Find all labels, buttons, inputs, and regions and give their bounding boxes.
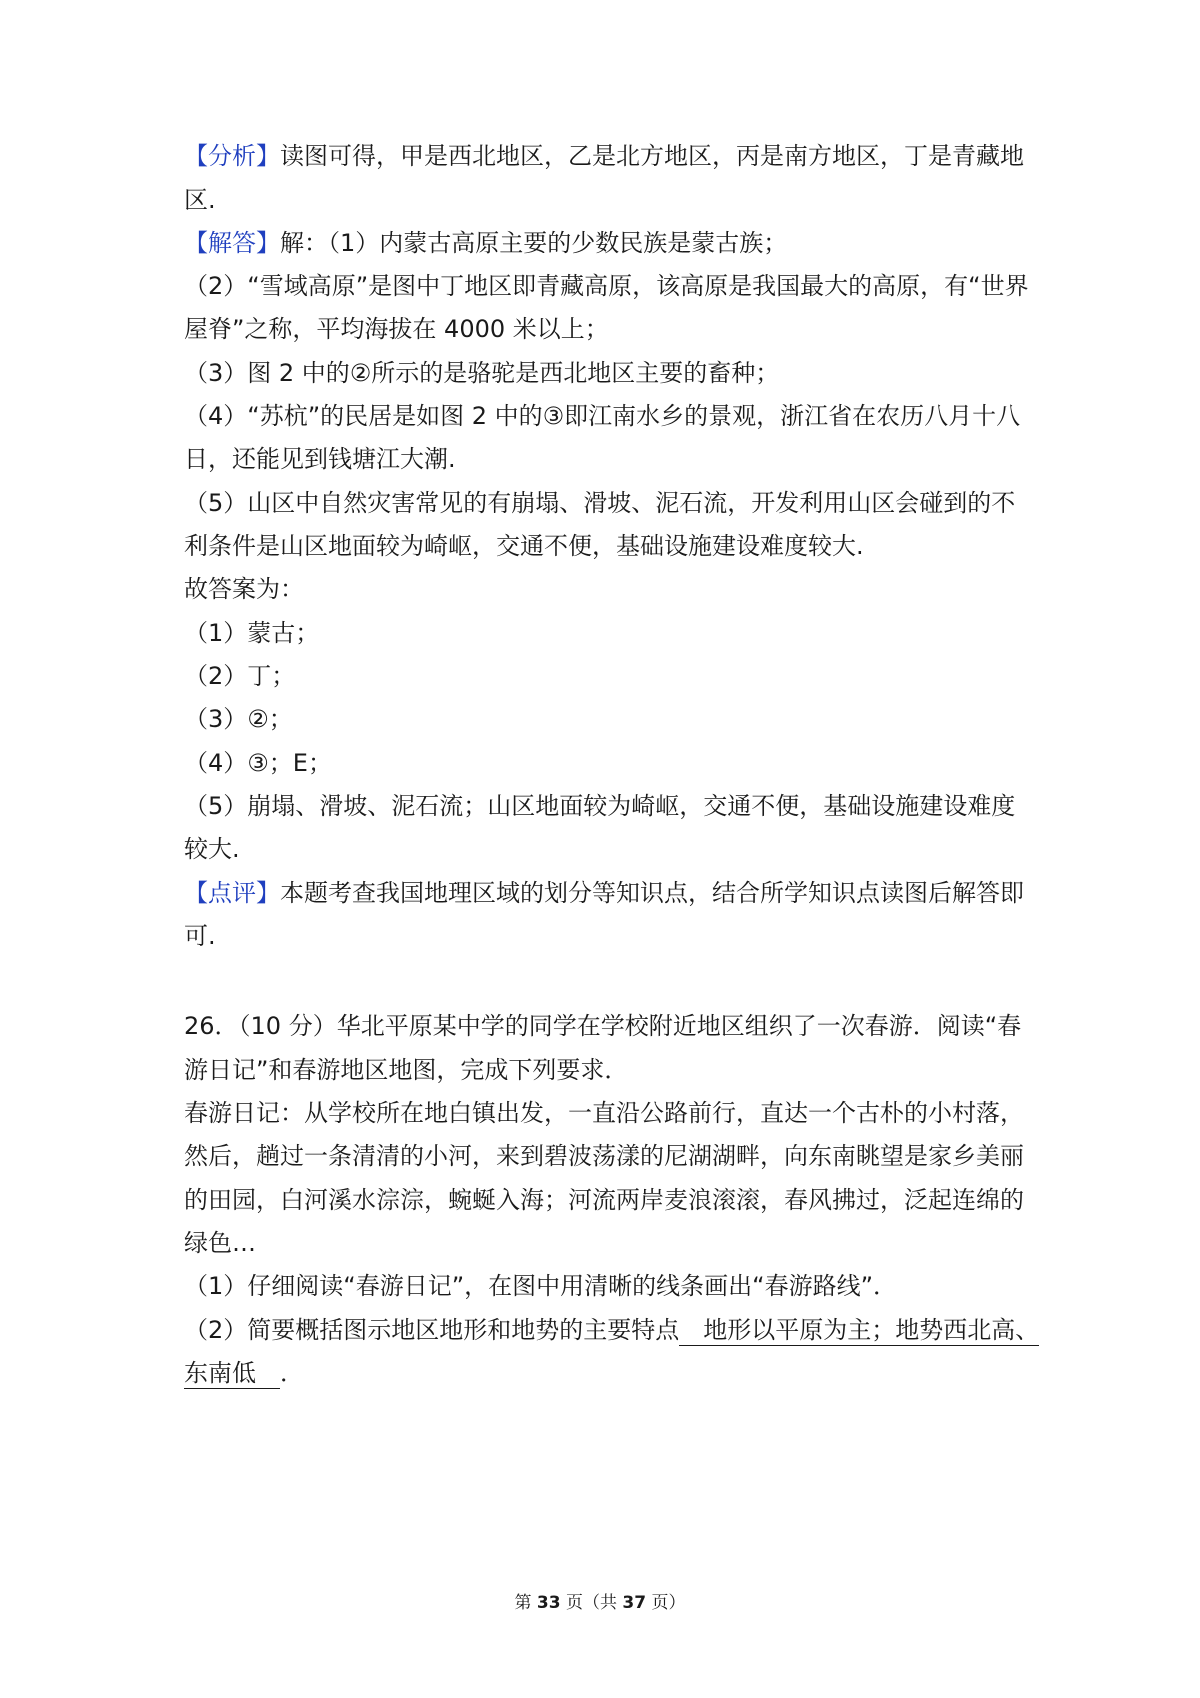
sub-question-2-line-2: 东南低 ． (184, 1359, 304, 1387)
answer-blank-part-2: 东南低 (184, 1359, 280, 1387)
diary-line-2: 然后，趟过一条清清的小河，来到碧波荡漾的尼湖湖畔，向东南眺望是家乡美丽 (184, 1142, 1024, 1170)
answer-blank-part-1: 地形以平原为主；地势西北高、 (679, 1316, 1040, 1344)
diary-line-4: 绿色… (184, 1229, 256, 1257)
solution-line-2: （2）“雪域高原”是图中丁地区即青藏高原，该高原是我国最大的高原，有“世界 (184, 272, 1029, 300)
comment-line-1: 【点评】本题考查我国地理区域的划分等知识点，结合所学知识点读图后解答即 (184, 879, 1024, 907)
question-26-line-1: 26．（10 分）华北平原某中学的同学在学校附近地区组织了一次春游．阅读“春 (184, 1012, 1022, 1040)
analysis-tag: 【分析】 (184, 142, 280, 170)
diary-line-1: 春游日记：从学校所在地白镇出发，一直沿公路前行，直达一个古朴的小村落， (184, 1099, 1024, 1127)
solution-line-8: 利条件是山区地面较为崎岖，交通不便，基础设施建设难度较大. (184, 532, 864, 560)
solution-line-1: 【解答】解：（1）内蒙古高原主要的少数民族是蒙古族； (184, 229, 788, 257)
solution-line-6: 日，还能见到钱塘江大潮. (184, 445, 456, 473)
solution-line-3: 屋脊”之称，平均海拔在 4000 米以上； (184, 315, 609, 343)
answer-3: （3）②； (184, 705, 293, 733)
sub-question-2-line-1: （2）简要概括图示地区地形和地势的主要特点 地形以平原为主；地势西北高、 (184, 1316, 1040, 1344)
comment-line-2: 可. (184, 922, 216, 950)
answer-5-line-1: （5）崩塌、滑坡、泥石流；山区地面较为崎岖，交通不便，基础设施建设难度 (184, 792, 1016, 820)
solution-tag: 【解答】 (184, 229, 280, 257)
answer-4: （4）③；E； (184, 749, 332, 777)
total-pages: 37 (622, 1593, 647, 1613)
solution-line-7: （5）山区中自然灾害常见的有崩塌、滑坡、泥石流，开发利用山区会碰到的不 (184, 489, 1016, 517)
solution-line-5: （4）“苏杭”的民居是如图 2 中的③即江南水乡的景观，浙江省在农历八月十八 (184, 402, 1021, 430)
comment-tag: 【点评】 (184, 879, 280, 907)
solution-line-4: （3）图 2 中的②所示的是骆驼是西北地区主要的畜种； (184, 359, 780, 387)
answer-intro: 故答案为： (184, 575, 304, 603)
analysis-line-1: 【分析】读图可得，甲是西北地区，乙是北方地区，丙是南方地区，丁是青藏地 (184, 142, 1024, 170)
page-footer: 第 33 页（共 37 页） (514, 1593, 686, 1613)
question-26-line-2: 游日记”和春游地区地图，完成下列要求． (184, 1056, 629, 1084)
current-page-number: 33 (536, 1593, 561, 1613)
answer-1: （1）蒙古； (184, 619, 320, 647)
answer-5-line-2: 较大. (184, 835, 240, 863)
analysis-line-2: 区. (184, 186, 216, 214)
answer-2: （2）丁； (184, 662, 296, 690)
sub-question-1: （1）仔细阅读“春游日记”，在图中用清晰的线条画出“春游路线”． (184, 1272, 898, 1300)
diary-line-3: 的田园，白河溪水淙淙，蜿蜒入海；河流两岸麦浪滚滚，春风拂过，泛起连绵的 (184, 1186, 1024, 1214)
